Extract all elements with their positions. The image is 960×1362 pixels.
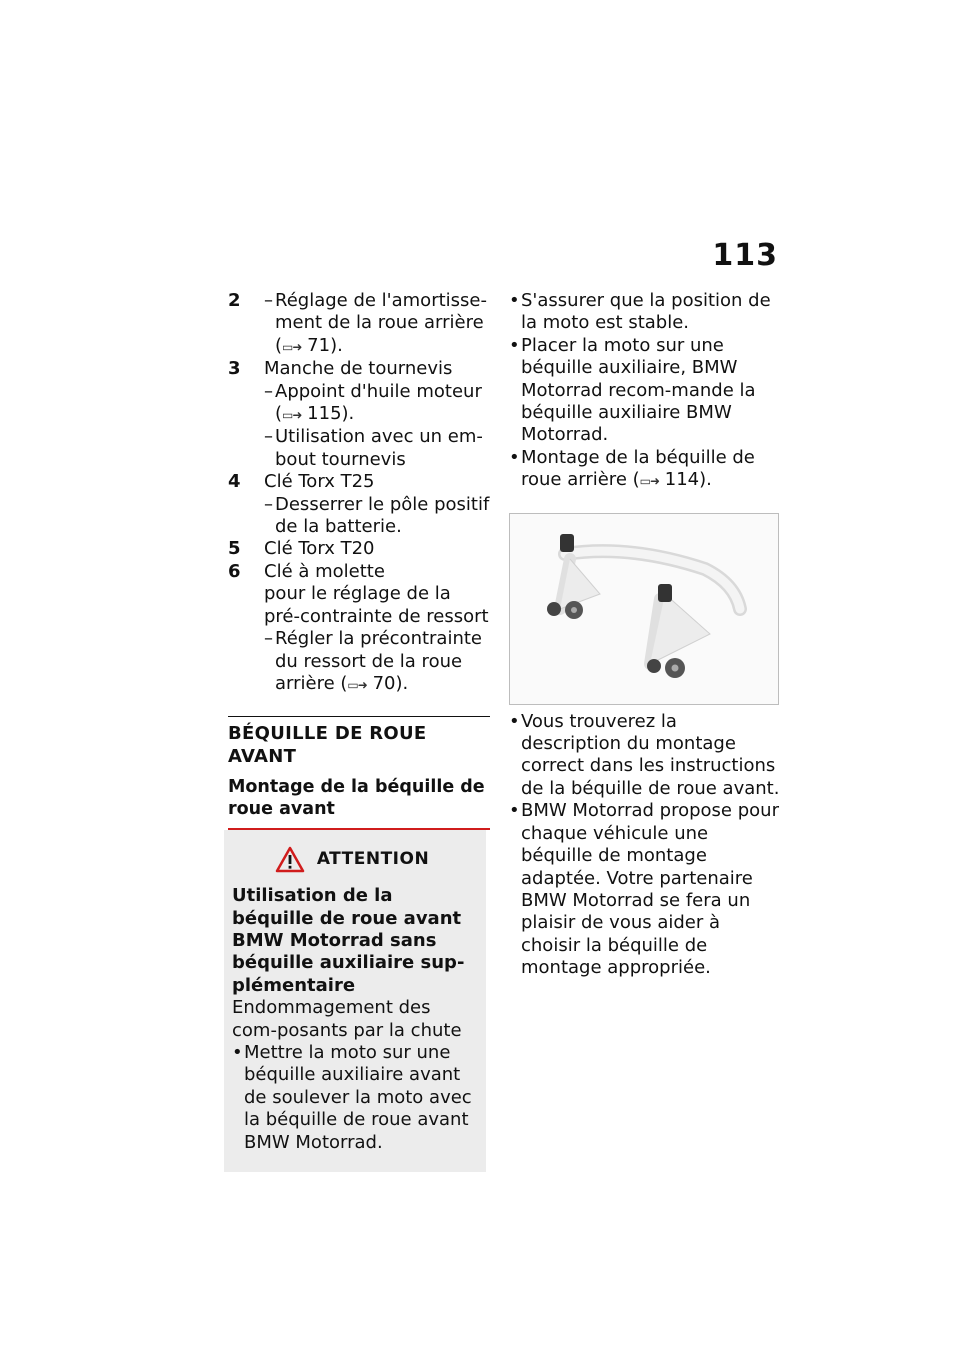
- tool-sub-item: – Appoint d'huile moteur (▭➜ 115).: [264, 380, 482, 425]
- bullet-icon: •: [509, 800, 520, 822]
- tool-entry-5: [228, 538, 490, 560]
- bullet-icon: •: [509, 446, 520, 468]
- tool-entry-2: [228, 290, 490, 358]
- tool-sub-item: – Utilisation avec un em-bout tournevis: [264, 426, 483, 470]
- list-item: • Montage de la béquille de roue arrière (▭➜ 114).: [509, 447, 781, 493]
- attention-header: [232, 846, 472, 873]
- tool-title: Clé Torx T25: [264, 471, 375, 493]
- front-stand-illustration: [509, 513, 779, 705]
- bullet-icon: •: [509, 290, 520, 311]
- tool-sub-item: – Desserrer le pôle positif de la batterie.: [264, 493, 490, 538]
- left-column: [228, 290, 490, 1172]
- list-item: • Vous trouverez la description du montage correct dans les instructions de la béquille de roue avant.: [509, 710, 780, 799]
- arrow-ref-icon: ▭➜: [282, 408, 302, 423]
- section-heading: BÉQUILLE DE ROUE AVANT: [228, 716, 490, 768]
- tool-number: 5: [228, 538, 241, 560]
- arrow-ref-icon: ▭➜: [347, 677, 367, 692]
- tool-title: Clé Torx T20: [264, 538, 375, 560]
- list-item: • BMW Motorrad propose pour chaque véhicule une béquille de montage adaptée. Votre partenaire BMW Motorrad se fera un plaisir de vous aider à choisir la béquille de montage appropriée.: [509, 800, 779, 979]
- bullet-icon: •: [232, 1041, 243, 1063]
- tool-sub-item: – Réglage de l'amortisse-ment de la roue arrière (▭➜ 71).: [264, 290, 487, 356]
- bullet-icon: •: [509, 334, 520, 356]
- right-column: [509, 290, 781, 980]
- arrow-ref-icon: ▭➜: [282, 339, 302, 354]
- list-item: • Placer la moto sur une béquille auxiliaire, BMW Motorrad recom-mande la béquille auxiliaire BMW Motorrad.: [509, 334, 756, 446]
- tool-entry-3: [228, 358, 490, 471]
- attention-text: Endommagement des com-posants par la chute: [232, 997, 462, 1041]
- tool-title: Clé à molette: [264, 560, 385, 582]
- tool-number: 3: [228, 358, 241, 380]
- stand-image: [510, 514, 778, 704]
- arrow-ref-icon: ▭➜: [639, 474, 660, 489]
- attention-bullet: • Mettre la moto sur une béquille auxiliaire avant de soulever la moto avec la béquille de roue avant BMW Motorrad.: [232, 1041, 472, 1153]
- sub-heading: Montage de la béquille de roue avant: [228, 776, 490, 830]
- tool-sub-item: – Régler la précontrainte du ressort de la roue arrière (▭➜ 70).: [264, 628, 482, 694]
- tool-entry-4: [228, 471, 490, 538]
- warning-icon: [275, 846, 305, 873]
- attention-box: [224, 830, 486, 1172]
- attention-title: ATTENTION: [316, 849, 430, 870]
- tool-subtitle: pour le réglage de la pré-contrainte de ressort: [264, 583, 489, 627]
- attention-bold-text: Utilisation de la béquille de roue avant BMW Motorrad sans béquille auxiliaire sup-plémentaire: [232, 885, 465, 996]
- list-item: • S'assurer que la position de la moto est stable.: [509, 290, 771, 334]
- tool-number: 4: [228, 471, 241, 493]
- tool-entry-6: [228, 561, 490, 696]
- bullet-icon: •: [509, 710, 520, 732]
- tool-number: 6: [228, 560, 241, 582]
- tool-title: Manche de tournevis: [264, 358, 453, 380]
- page-number: 113: [712, 238, 778, 273]
- tool-number: 2: [228, 290, 241, 311]
